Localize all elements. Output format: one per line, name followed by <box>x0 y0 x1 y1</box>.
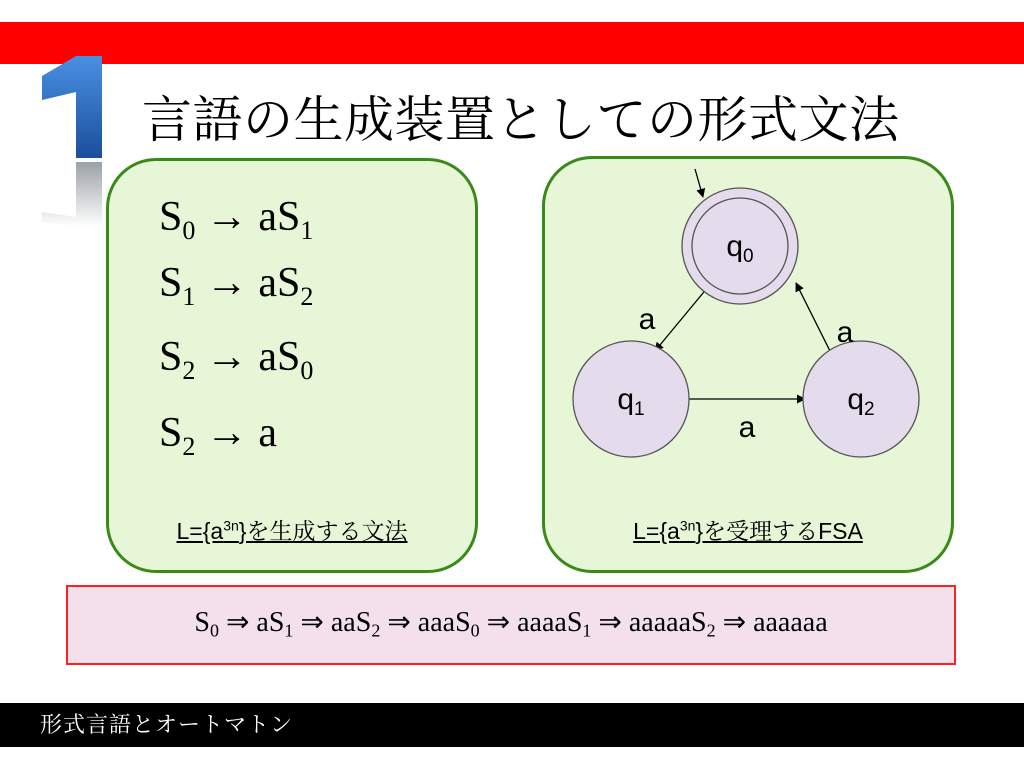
fsa-caption: $L=\{a^{3n}\}$を受理するFSA <box>633 517 863 544</box>
state-q2 <box>803 341 919 457</box>
svg-text:q1: $q_1$ <box>617 383 645 420</box>
grammar-rule: $S_2 \to a$ <box>159 410 278 462</box>
svg-text:q2: $q_2$ <box>847 383 875 420</box>
fsa-diagram <box>545 159 951 570</box>
footer-title: 形式言語とオートマトン <box>40 713 294 738</box>
start-arrow <box>695 169 703 197</box>
number-one-shape <box>42 56 102 158</box>
derive-arrow: ⇒ <box>300 607 324 638</box>
derivation-box <box>66 585 956 665</box>
number-one-reflection <box>42 162 102 227</box>
grammar-panel <box>106 158 478 573</box>
edge-label-q0-q1: a <box>638 303 656 336</box>
derivation-step: aaaaS <box>517 607 583 638</box>
derivation-step: S <box>194 607 210 638</box>
derivation-step: aaaS <box>417 607 471 638</box>
derivation-step: aaaaaa <box>753 607 828 638</box>
grammar-rule: $S_0 \to aS_1$ <box>159 194 314 246</box>
grammar-caption: $L=\{a^{3n}\}$を生成する文法 <box>176 517 408 544</box>
grammar-rule: $S_2 \to aS_0$ <box>159 334 314 386</box>
derivation-step: aS <box>256 607 285 638</box>
derivation-step: aaaaaS <box>628 607 707 638</box>
grammar-rule: $S_1 \to aS_2$ <box>159 260 314 312</box>
derivation-sequence: $S_0$ ⇒ $aS_1$ ⇒ aaS$_2$ ⇒ aaaS$_0$ ⇒ aaaaS$_1$ ⇒ aaaaaS$_2$ ⇒ aaaaaa <box>194 607 828 641</box>
state-q1 <box>573 341 689 457</box>
top-accent-bar <box>0 22 1024 64</box>
edge-q2-q0 <box>796 283 835 361</box>
derive-arrow: ⇒ <box>486 607 511 638</box>
slide-title: 言語の生成装置としての形式文法 <box>142 91 900 149</box>
derivation-step: aaS <box>330 607 372 638</box>
state-q0 <box>682 188 798 304</box>
slide-number-one-graphic <box>36 52 116 242</box>
edge-label-q2-q0: a <box>836 316 854 349</box>
edge-label-q1-q2: a <box>738 411 756 444</box>
fsa-panel <box>542 156 954 573</box>
edge-q0-q1 <box>655 287 708 351</box>
derive-arrow: ⇒ <box>225 607 250 638</box>
derive-arrow: ⇒ <box>598 607 622 638</box>
derive-arrow: ⇒ <box>387 607 411 638</box>
derive-arrow: ⇒ <box>722 607 747 638</box>
svg-text:q0: $q_0$ <box>726 230 754 267</box>
